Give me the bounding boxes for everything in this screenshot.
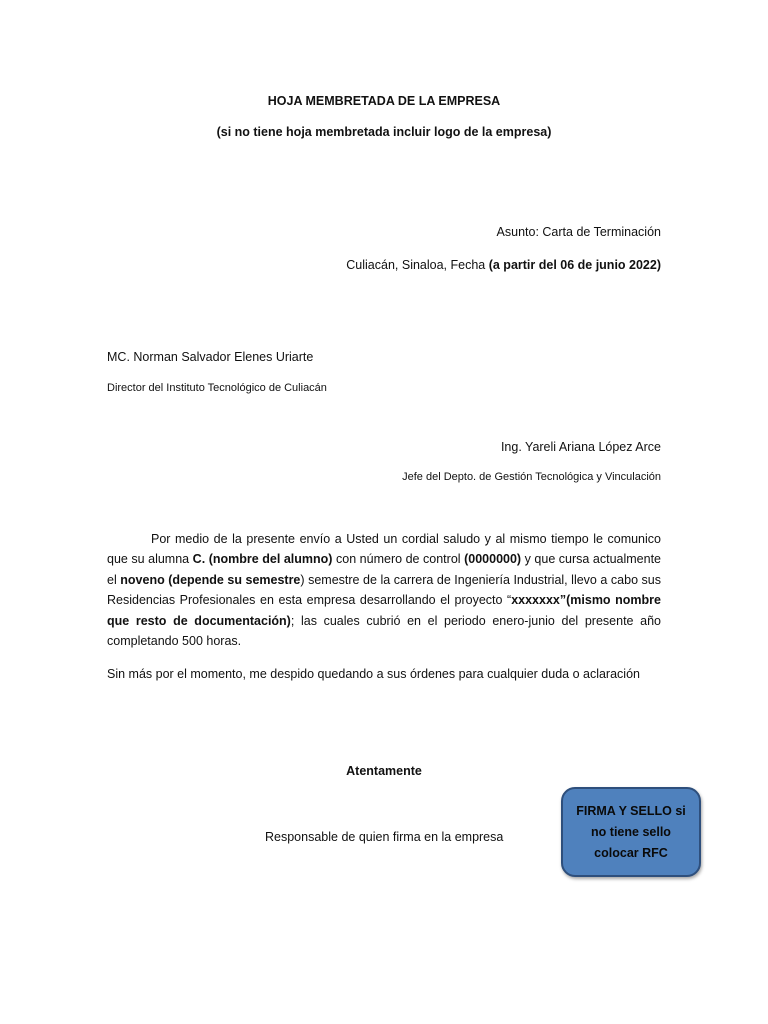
place-date-note: (a partir del 06 de junio 2022) (488, 258, 661, 272)
recipient-title: Director del Instituto Tecnológico de Culiacán (107, 382, 327, 394)
body-text: Por medio de la presente envío a Usted un cordial saludo y al mismo tiempo le comunico que su alumna (107, 532, 661, 567)
letterhead-subtitle: (si no tiene hoja membretada incluir logo de la empresa) (216, 125, 552, 139)
body-text: y que cursa actualmente el (107, 552, 662, 587)
semester-placeholder: noveno (depende su semestre (120, 572, 301, 587)
place-date-text: Culiacán, Sinaloa, Fecha (346, 258, 489, 272)
cc-title: Jefe del Depto. de Gestión Tecnológica y Vinculación (402, 471, 661, 483)
subject-line: Asunto: Carta de Terminación (496, 225, 661, 239)
responsible-signer: Responsable de quien firma en la empresa (265, 830, 504, 844)
project-name-placeholder: xxxxxxx”(mismo nombre que resto de documentación) (107, 593, 661, 628)
cc-name: Ing. Yareli Ariana López Arce (500, 440, 661, 454)
place-date-line (346, 258, 661, 272)
student-name-placeholder: C. (nombre del alumno) (192, 552, 333, 567)
closing-paragraph: Sin más por el momento, me despido quedando a sus órdenes para cualquier duda o aclaración (107, 667, 640, 681)
body-text: ; las cuales cubrió en el periodo enero-junio del presente año completando 500 horas. (107, 613, 661, 649)
stamp-text: FIRMA Y SELLO si no tiene sello colocar RFC (576, 803, 686, 860)
signature-stamp-box (561, 787, 701, 877)
letterhead-title: HOJA MEMBRETADA DE LA EMPRESA (267, 94, 501, 108)
control-number-placeholder: (0000000) (464, 552, 522, 567)
recipient-name: MC. Norman Salvador Elenes Uriarte (107, 350, 314, 364)
body-text: con número de control (332, 552, 465, 567)
body-text: ) semestre de la carrera de Ingeniería Industrial, llevo a cabo sus Residencias Profesionales en esta empresa desarrollando el proyecto “ (107, 572, 662, 608)
farewell: Atentamente (346, 764, 422, 778)
body-paragraph (107, 529, 661, 651)
